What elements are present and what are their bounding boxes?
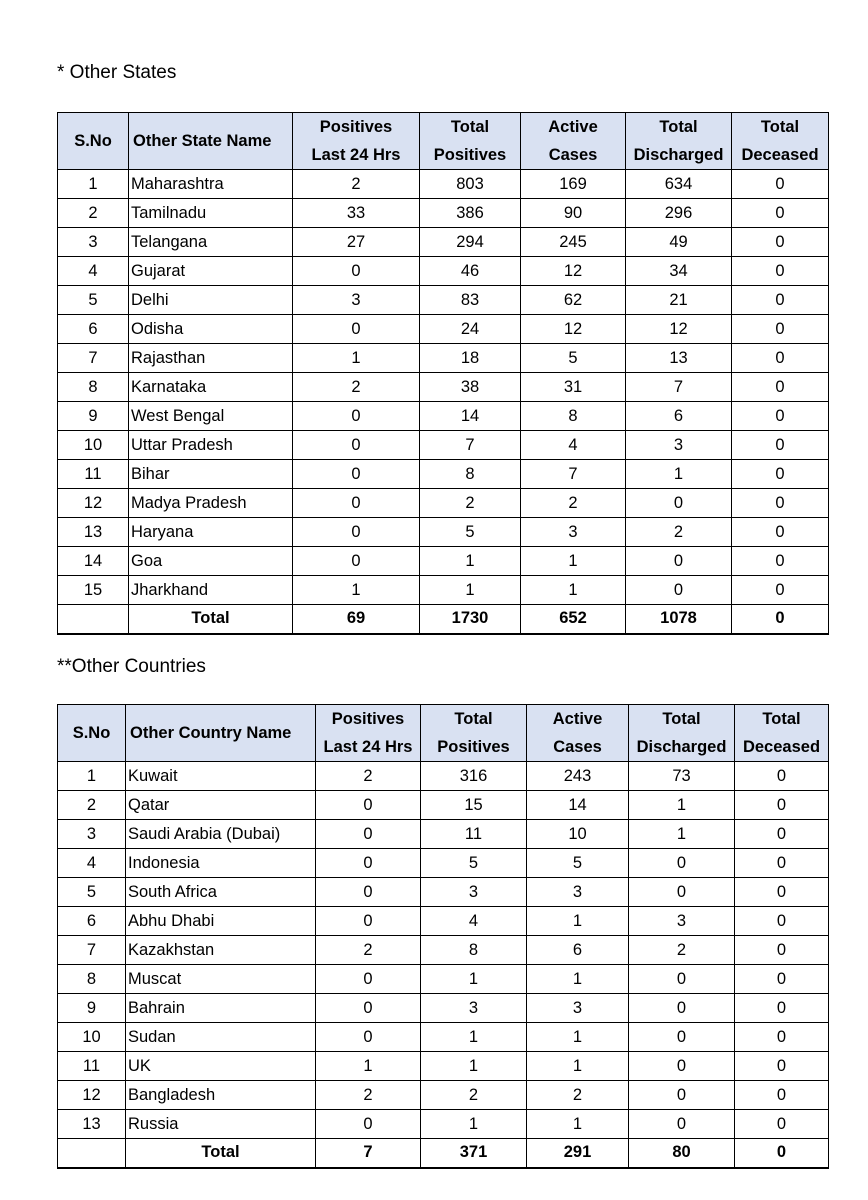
positives-24h-cell: 0: [293, 315, 420, 344]
total-positives-cell: 83: [420, 286, 521, 315]
sno-cell: 10: [58, 431, 129, 460]
total-positives-cell: 2: [421, 1081, 527, 1110]
table-row: [58, 907, 829, 936]
positives-24h-cell: 0: [316, 878, 421, 907]
total-label-cell: Total: [126, 1139, 316, 1168]
name-cell: Maharashtra: [129, 170, 293, 199]
total-discharged-cell: 49: [626, 228, 732, 257]
table-row: [58, 1052, 829, 1081]
total-positives-cell: 803: [420, 170, 521, 199]
name-cell: Kazakhstan: [126, 936, 316, 965]
positives-24h-cell: 2: [316, 762, 421, 791]
name-cell: Kuwait: [126, 762, 316, 791]
name-cell: Bihar: [129, 460, 293, 489]
active-cases-cell: 245: [521, 228, 626, 257]
table-header-row: [58, 705, 829, 762]
total-discharged-cell: 0: [629, 1110, 735, 1139]
sno-cell: 4: [58, 257, 129, 286]
active-cases-cell: 3: [527, 994, 629, 1023]
total-discharged-cell: 21: [626, 286, 732, 315]
total-deceased-cell: 0: [735, 762, 829, 791]
sno-cell: 10: [58, 1023, 126, 1052]
total-deceased-cell: 0: [735, 1110, 829, 1139]
positives-24h-cell: 0: [316, 820, 421, 849]
table-row: [58, 994, 829, 1023]
positives-24h-cell: 1: [293, 344, 420, 373]
total-deceased-cell: 0: [732, 286, 829, 315]
positives-24h-cell: 0: [316, 1110, 421, 1139]
table-row: [58, 547, 829, 576]
total-deceased-cell: 0: [735, 1023, 829, 1052]
name-cell: Karnataka: [129, 373, 293, 402]
col-header-positives-24h: Positives Last 24 Hrs: [316, 705, 421, 762]
total-deceased-cell: 0: [732, 257, 829, 286]
name-cell: Gujarat: [129, 257, 293, 286]
positives-24h-cell: 33: [293, 199, 420, 228]
total-positives-cell: 11: [421, 820, 527, 849]
positives-24h-cell: 3: [293, 286, 420, 315]
total-total-positives-cell: 1730: [420, 605, 521, 634]
positives-24h-cell: 1: [316, 1052, 421, 1081]
table-row: [58, 257, 829, 286]
total-total-discharged-cell: 80: [629, 1139, 735, 1168]
active-cases-cell: 1: [527, 907, 629, 936]
col-header-active-cases: Active Cases: [521, 113, 626, 170]
total-discharged-cell: 0: [626, 489, 732, 518]
active-cases-cell: 1: [527, 1023, 629, 1052]
total-discharged-cell: 1: [629, 820, 735, 849]
total-discharged-cell: 0: [626, 576, 732, 605]
sno-cell: 4: [58, 849, 126, 878]
total-deceased-cell: 0: [735, 820, 829, 849]
active-cases-cell: 4: [521, 431, 626, 460]
table-header-row: [58, 113, 829, 170]
sno-cell: 1: [58, 170, 129, 199]
positives-24h-cell: 2: [293, 170, 420, 199]
active-cases-cell: 8: [521, 402, 626, 431]
total-positives-cell: 14: [420, 402, 521, 431]
total-positives-cell: 1: [421, 1052, 527, 1081]
total-positives-cell: 38: [420, 373, 521, 402]
name-cell: Russia: [126, 1110, 316, 1139]
total-deceased-cell: 0: [732, 199, 829, 228]
col-header-total-positives: Total Positives: [420, 113, 521, 170]
name-cell: Saudi Arabia (Dubai): [126, 820, 316, 849]
sno-cell: 7: [58, 344, 129, 373]
sno-cell: 14: [58, 547, 129, 576]
table-row: [58, 1081, 829, 1110]
total-discharged-cell: 12: [626, 315, 732, 344]
sno-cell: 11: [58, 1052, 126, 1081]
name-cell: Qatar: [126, 791, 316, 820]
name-cell: UK: [126, 1052, 316, 1081]
name-cell: Haryana: [129, 518, 293, 547]
total-total-deceased-cell: 0: [735, 1139, 829, 1168]
positives-24h-cell: 0: [293, 460, 420, 489]
total-positives-cell: 3: [421, 878, 527, 907]
table-row: [58, 170, 829, 199]
active-cases-cell: 3: [527, 878, 629, 907]
table-row: [58, 762, 829, 791]
col-header-total-discharged: Total Discharged: [629, 705, 735, 762]
other-countries-table: [57, 704, 829, 1169]
table-row: [58, 936, 829, 965]
other-countries-title: **Other Countries: [57, 656, 206, 677]
total-active-cases-cell: 291: [527, 1139, 629, 1168]
total-row: [58, 605, 829, 634]
col-header-active-cases: Active Cases: [527, 705, 629, 762]
total-deceased-cell: 0: [735, 965, 829, 994]
table-row: [58, 199, 829, 228]
total-positives-cell: 7: [420, 431, 521, 460]
total-deceased-cell: 0: [732, 489, 829, 518]
total-deceased-cell: 0: [732, 402, 829, 431]
total-positives-cell: 5: [420, 518, 521, 547]
total-positives-cell: 4: [421, 907, 527, 936]
sno-cell: 6: [58, 315, 129, 344]
active-cases-cell: 10: [527, 820, 629, 849]
total-discharged-cell: 0: [629, 1052, 735, 1081]
positives-24h-cell: 2: [293, 373, 420, 402]
name-cell: Indonesia: [126, 849, 316, 878]
active-cases-cell: 7: [521, 460, 626, 489]
active-cases-cell: 14: [527, 791, 629, 820]
sno-cell: 5: [58, 878, 126, 907]
table-row: [58, 849, 829, 878]
total-discharged-cell: 2: [629, 936, 735, 965]
total-positives-cell: 24: [420, 315, 521, 344]
total-discharged-cell: 7: [626, 373, 732, 402]
active-cases-cell: 12: [521, 315, 626, 344]
name-cell: South Africa: [126, 878, 316, 907]
active-cases-cell: 62: [521, 286, 626, 315]
table-row: [58, 576, 829, 605]
positives-24h-cell: 0: [316, 1023, 421, 1052]
total-positives-cell: 3: [421, 994, 527, 1023]
positives-24h-cell: 0: [293, 257, 420, 286]
total-positives-cell: 386: [420, 199, 521, 228]
table-row: [58, 402, 829, 431]
total-discharged-cell: 34: [626, 257, 732, 286]
sno-cell: 8: [58, 965, 126, 994]
sno-cell: 13: [58, 518, 129, 547]
total-deceased-cell: 0: [732, 315, 829, 344]
sno-cell: 3: [58, 820, 126, 849]
col-header-positives-24h: Positives Last 24 Hrs: [293, 113, 420, 170]
total-deceased-cell: 0: [732, 547, 829, 576]
total-deceased-cell: 0: [732, 460, 829, 489]
total-positives-cell: 1: [421, 965, 527, 994]
total-total-deceased-cell: 0: [732, 605, 829, 634]
total-total-discharged-cell: 1078: [626, 605, 732, 634]
sno-cell: 2: [58, 199, 129, 228]
positives-24h-cell: 2: [316, 1081, 421, 1110]
total-positives-cell: 1: [421, 1110, 527, 1139]
active-cases-cell: 243: [527, 762, 629, 791]
table-row: [58, 965, 829, 994]
name-cell: West Bengal: [129, 402, 293, 431]
total-positives-cell: 8: [420, 460, 521, 489]
table-row: [58, 489, 829, 518]
total-discharged-cell: 3: [626, 431, 732, 460]
total-discharged-cell: 13: [626, 344, 732, 373]
total-deceased-cell: 0: [732, 431, 829, 460]
total-positives-cell: 46: [420, 257, 521, 286]
positives-24h-cell: 0: [316, 907, 421, 936]
total-discharged-cell: 0: [629, 965, 735, 994]
name-cell: Goa: [129, 547, 293, 576]
sno-cell: 3: [58, 228, 129, 257]
positives-24h-cell: 0: [293, 402, 420, 431]
col-header-total-discharged: Total Discharged: [626, 113, 732, 170]
sno-cell: 2: [58, 791, 126, 820]
name-cell: Bangladesh: [126, 1081, 316, 1110]
table-row: [58, 344, 829, 373]
total-discharged-cell: 6: [626, 402, 732, 431]
name-cell: Bahrain: [126, 994, 316, 1023]
active-cases-cell: 1: [521, 576, 626, 605]
total-positives-cell: 2: [420, 489, 521, 518]
table-row: [58, 460, 829, 489]
sno-cell: 13: [58, 1110, 126, 1139]
col-header-total-positives: Total Positives: [421, 705, 527, 762]
positives-24h-cell: 0: [316, 791, 421, 820]
total-discharged-cell: 73: [629, 762, 735, 791]
active-cases-cell: 31: [521, 373, 626, 402]
total-discharged-cell: 0: [629, 1081, 735, 1110]
total-discharged-cell: 0: [629, 849, 735, 878]
total-positives-24h-cell: 69: [293, 605, 420, 634]
col-header-sno: S.No: [58, 113, 129, 170]
active-cases-cell: 3: [521, 518, 626, 547]
total-positives-cell: 5: [421, 849, 527, 878]
active-cases-cell: 2: [527, 1081, 629, 1110]
table-row: [58, 878, 829, 907]
col-header-total-deceased: Total Deceased: [732, 113, 829, 170]
positives-24h-cell: 0: [293, 518, 420, 547]
col-header-total-deceased: Total Deceased: [735, 705, 829, 762]
total-sno-cell: [58, 605, 129, 634]
table-row: [58, 286, 829, 315]
active-cases-cell: 90: [521, 199, 626, 228]
sno-cell: 11: [58, 460, 129, 489]
name-cell: Jharkhand: [129, 576, 293, 605]
total-deceased-cell: 0: [735, 907, 829, 936]
sno-cell: 7: [58, 936, 126, 965]
table-row: [58, 791, 829, 820]
positives-24h-cell: 0: [293, 431, 420, 460]
total-deceased-cell: 0: [735, 1052, 829, 1081]
sno-cell: 9: [58, 994, 126, 1023]
table-row: [58, 518, 829, 547]
name-cell: Telangana: [129, 228, 293, 257]
total-positives-cell: 1: [420, 547, 521, 576]
total-deceased-cell: 0: [732, 373, 829, 402]
total-discharged-cell: 1: [626, 460, 732, 489]
active-cases-cell: 1: [521, 547, 626, 576]
total-sno-cell: [58, 1139, 126, 1168]
total-deceased-cell: 0: [735, 878, 829, 907]
total-positives-cell: 15: [421, 791, 527, 820]
table-row: [58, 373, 829, 402]
total-discharged-cell: 2: [626, 518, 732, 547]
total-positives-cell: 8: [421, 936, 527, 965]
active-cases-cell: 12: [521, 257, 626, 286]
total-discharged-cell: 0: [629, 994, 735, 1023]
total-discharged-cell: 296: [626, 199, 732, 228]
positives-24h-cell: 0: [316, 994, 421, 1023]
total-discharged-cell: 634: [626, 170, 732, 199]
total-deceased-cell: 0: [735, 936, 829, 965]
positives-24h-cell: 0: [316, 965, 421, 994]
table-row: [58, 820, 829, 849]
col-header-sno: S.No: [58, 705, 126, 762]
sno-cell: 1: [58, 762, 126, 791]
total-active-cases-cell: 652: [521, 605, 626, 634]
name-cell: Abhu Dhabi: [126, 907, 316, 936]
total-discharged-cell: 3: [629, 907, 735, 936]
total-deceased-cell: 0: [735, 791, 829, 820]
table-row: [58, 315, 829, 344]
active-cases-cell: 1: [527, 1110, 629, 1139]
positives-24h-cell: 0: [293, 547, 420, 576]
sno-cell: 8: [58, 373, 129, 402]
col-header-country-name: Other Country Name: [126, 705, 316, 762]
sno-cell: 15: [58, 576, 129, 605]
total-label-cell: Total: [129, 605, 293, 634]
active-cases-cell: 1: [527, 1052, 629, 1081]
positives-24h-cell: 0: [293, 489, 420, 518]
total-discharged-cell: 0: [629, 878, 735, 907]
total-positives-cell: 294: [420, 228, 521, 257]
positives-24h-cell: 1: [293, 576, 420, 605]
total-positives-cell: 1: [421, 1023, 527, 1052]
total-deceased-cell: 0: [732, 518, 829, 547]
total-deceased-cell: 0: [732, 170, 829, 199]
positives-24h-cell: 2: [316, 936, 421, 965]
name-cell: Sudan: [126, 1023, 316, 1052]
table-row: [58, 1110, 829, 1139]
name-cell: Muscat: [126, 965, 316, 994]
positives-24h-cell: 27: [293, 228, 420, 257]
active-cases-cell: 6: [527, 936, 629, 965]
sno-cell: 12: [58, 489, 129, 518]
col-header-state-name: Other State Name: [129, 113, 293, 170]
name-cell: Odisha: [129, 315, 293, 344]
total-positives-24h-cell: 7: [316, 1139, 421, 1168]
sno-cell: 5: [58, 286, 129, 315]
table-row: [58, 1023, 829, 1052]
total-positives-cell: 316: [421, 762, 527, 791]
name-cell: Madya Pradesh: [129, 489, 293, 518]
total-deceased-cell: 0: [735, 849, 829, 878]
total-row: [58, 1139, 829, 1168]
positives-24h-cell: 0: [316, 849, 421, 878]
active-cases-cell: 1: [527, 965, 629, 994]
total-deceased-cell: 0: [735, 994, 829, 1023]
total-deceased-cell: 0: [732, 228, 829, 257]
total-total-positives-cell: 371: [421, 1139, 527, 1168]
other-states-title: * Other States: [57, 62, 177, 83]
total-discharged-cell: 0: [629, 1023, 735, 1052]
total-discharged-cell: 1: [629, 791, 735, 820]
total-discharged-cell: 0: [626, 547, 732, 576]
name-cell: Uttar Pradesh: [129, 431, 293, 460]
total-positives-cell: 1: [420, 576, 521, 605]
active-cases-cell: 2: [521, 489, 626, 518]
name-cell: Delhi: [129, 286, 293, 315]
total-deceased-cell: 0: [735, 1081, 829, 1110]
name-cell: Tamilnadu: [129, 199, 293, 228]
sno-cell: 12: [58, 1081, 126, 1110]
active-cases-cell: 169: [521, 170, 626, 199]
active-cases-cell: 5: [521, 344, 626, 373]
table-row: [58, 431, 829, 460]
sno-cell: 9: [58, 402, 129, 431]
other-states-table: [57, 112, 829, 635]
name-cell: Rajasthan: [129, 344, 293, 373]
active-cases-cell: 5: [527, 849, 629, 878]
sno-cell: 6: [58, 907, 126, 936]
total-deceased-cell: 0: [732, 344, 829, 373]
table-row: [58, 228, 829, 257]
total-deceased-cell: 0: [732, 576, 829, 605]
total-positives-cell: 18: [420, 344, 521, 373]
